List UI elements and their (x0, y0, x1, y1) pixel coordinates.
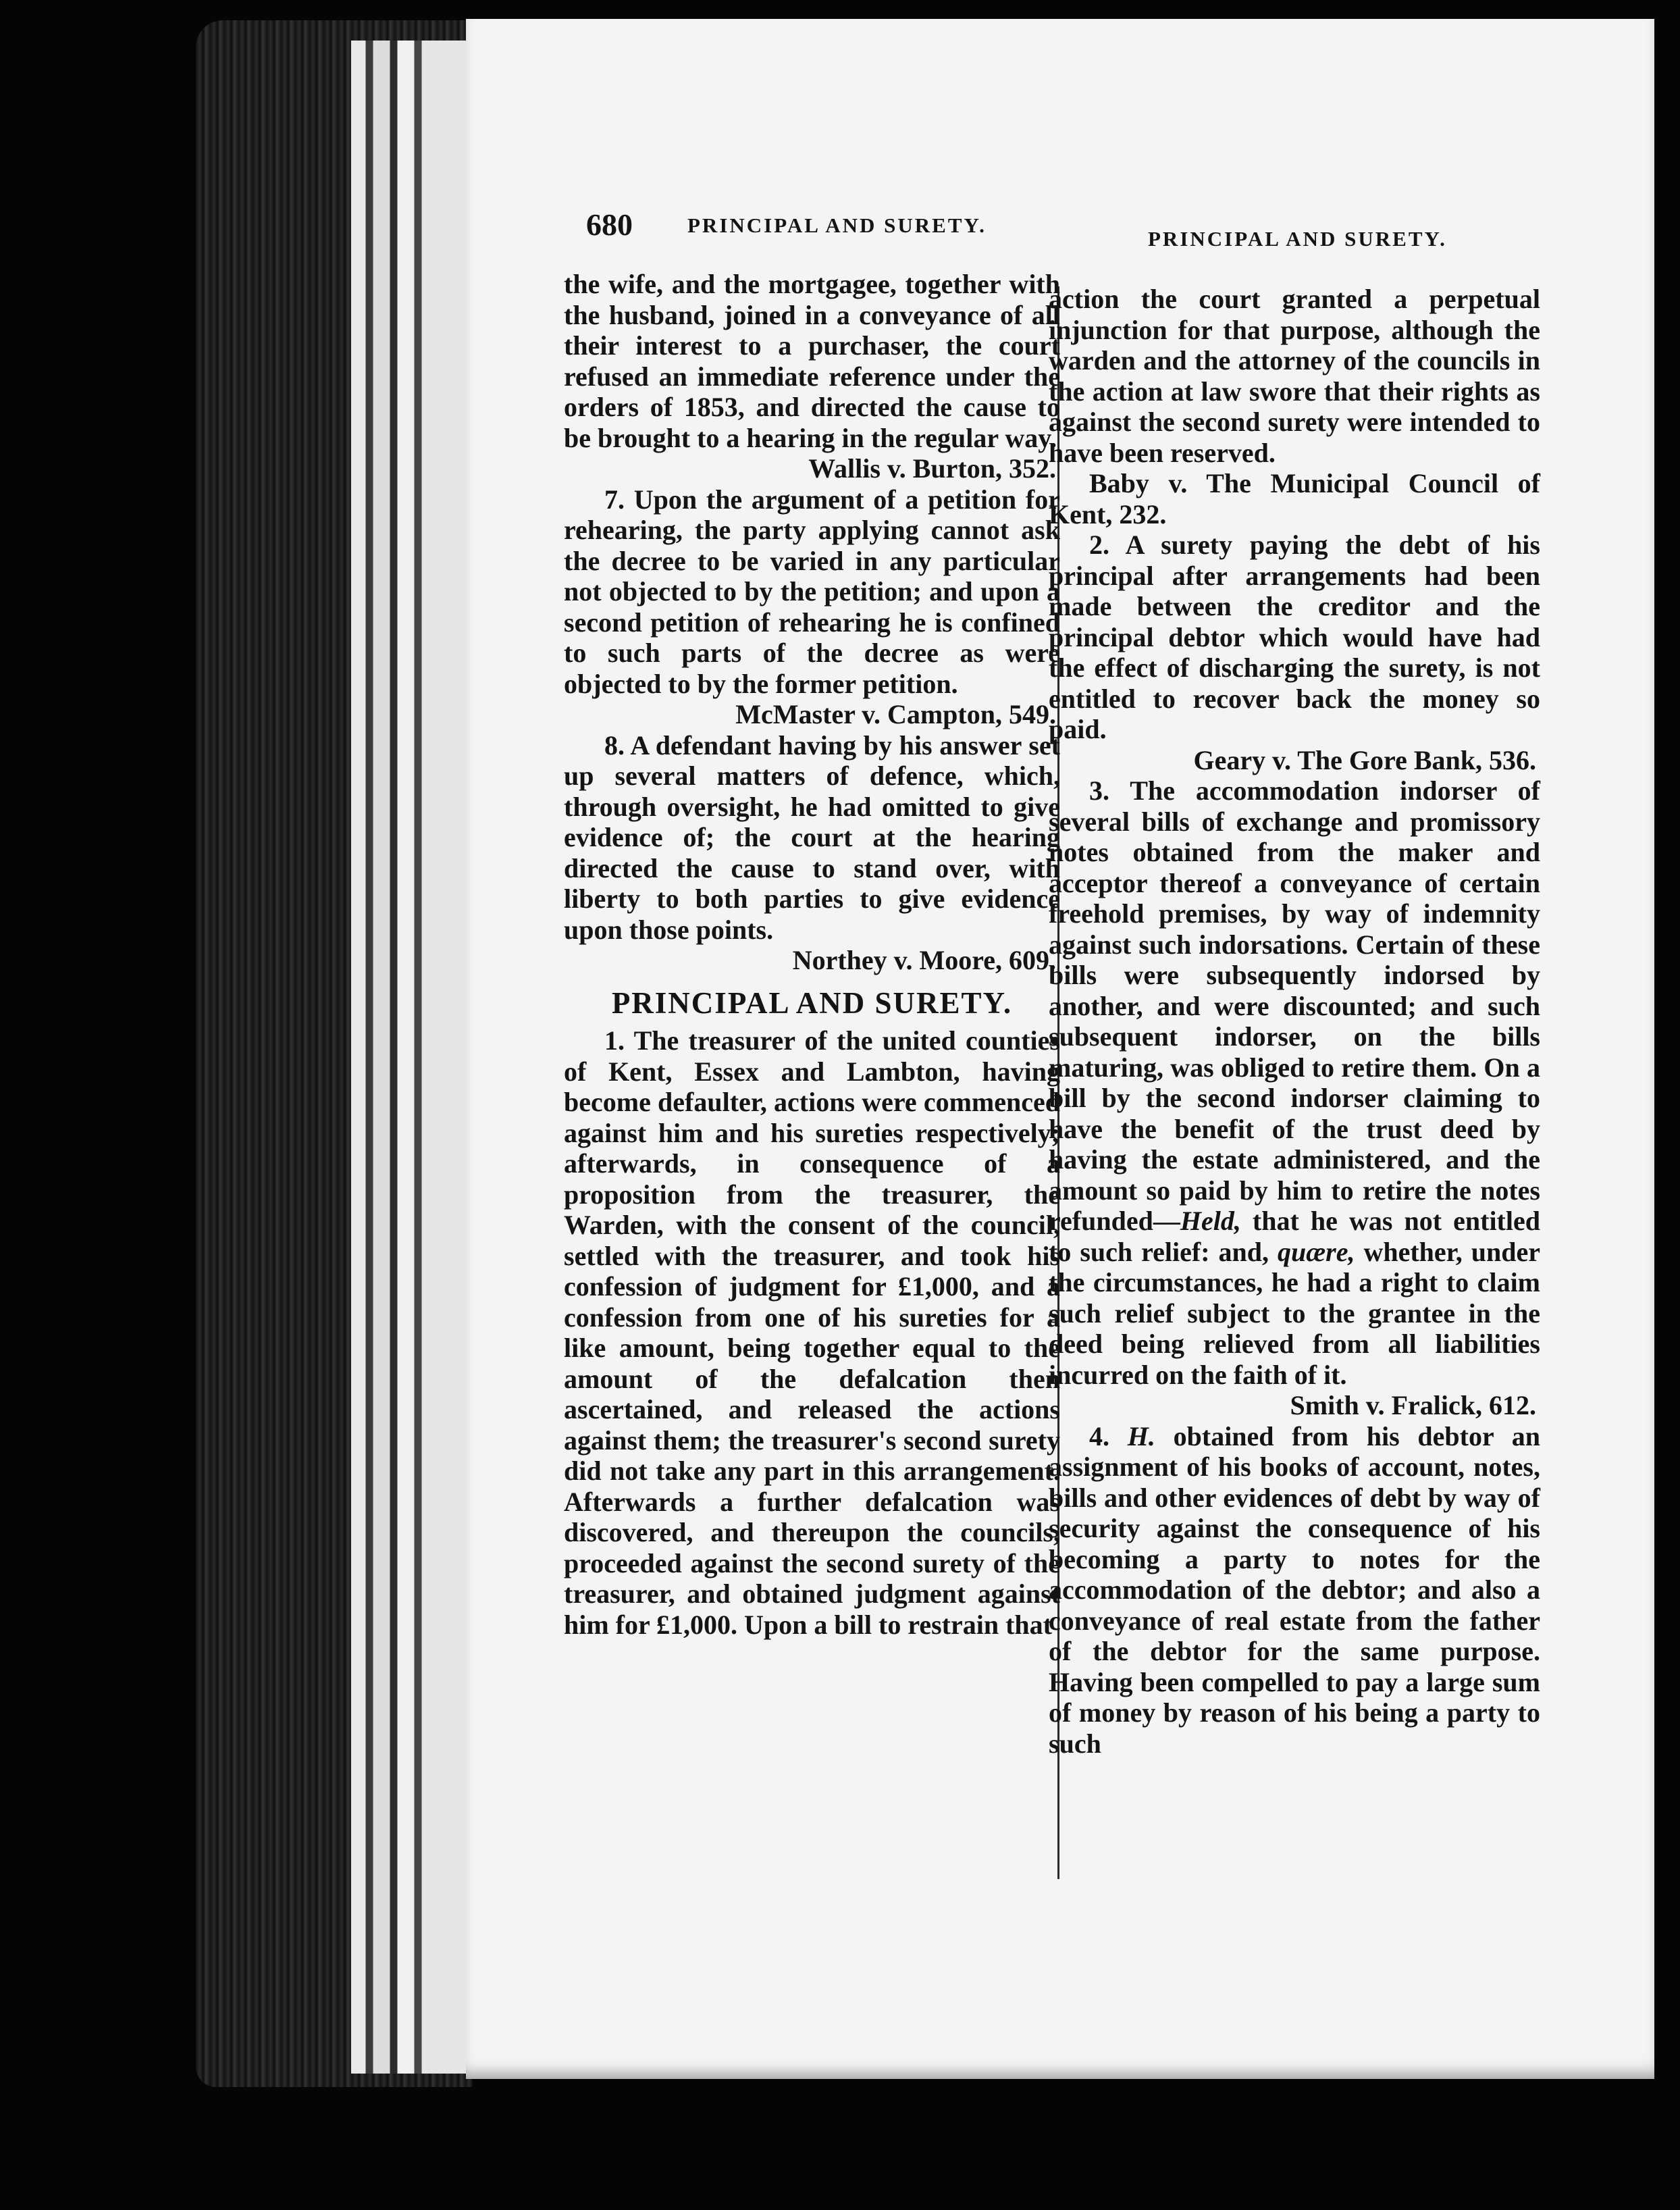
paragraph-7: 7. Upon the argument of a petition for rehearing, the party applying cannot ask the decree to be varied in any particular not objected to by the petition; and upon a second petition of rehearing he is confined to such parts of the decree as were objected to by the former petition. (564, 484, 1060, 699)
running-head-right: PRINCIPAL AND SURETY. (1148, 227, 1447, 251)
case-citation: Northey v. Moore, 609. (792, 945, 1056, 975)
case-citation: Smith v. Fralick, 612. (1290, 1390, 1536, 1420)
case-citation: Baby v. The Municipal Council of Kent, 232. (1049, 468, 1540, 530)
paragraph-3 (1049, 775, 1540, 1390)
right-column (1049, 284, 1540, 1759)
paragraph-2: 2. A surety paying the debt of his principal after arrangements had been made between the creditor and the principal debtor which would have had the effect of discharging the surety, is not entitled to recover back the money so paid. (1049, 530, 1540, 744)
case-citation: Geary v. The Gore Bank, 536. (1193, 744, 1536, 775)
section-heading: PRINCIPAL AND SURETY. (611, 985, 1013, 1020)
quaere-italic: quære, (1278, 1236, 1355, 1267)
paragraph-3-text-b: that he was not entitled to such relief: and, (1049, 1206, 1540, 1267)
case-citation: McMaster v. Campton, 549. (735, 699, 1056, 729)
case-citation: Wallis v. Burton, 352. (808, 453, 1056, 484)
page-number: 680 (586, 207, 633, 242)
left-column (564, 269, 1060, 1640)
held-italic: Held, (1180, 1206, 1241, 1236)
paragraph-3-text-a: 3. The accommodation indorser of several bills of exchange and promissory notes obtained from the maker and acceptor thereof a conveyance of certain freehold premises, by way of indemnity against such indorsations. Certain of these bills were subsequently indorsed by another, and were discounted; and such subsequent indorser, on the bills maturing, was obliged to retire them. On a bill by the second indorser claiming to have the benefit of the trust deed by having the estate administered, and the amount so paid by him to retire the notes refunded— (1049, 775, 1540, 1236)
paragraph-continued: the wife, and the mortgagee, together with the husband, joined in a conveyance of all their interest to a purchaser, the court refused an immediate reference under the orders of 1853, and directed the cause to be brought to a hearing in the regular way. (564, 269, 1060, 453)
running-head-left: PRINCIPAL AND SURETY. (687, 213, 987, 237)
paragraph-4-text: obtained from his debtor an assignment of his books of account, notes, bills and other evidences of debt by way of security against the consequence of his becoming a party to notes for the accommodation of the debtor; and also a conveyance of real estate from the father of the debtor for the same purpose. Having been compelled to pay a large sum of money by reason of his being a party to such (1049, 1420, 1540, 1759)
page-stack-edges (351, 41, 473, 2074)
h-italic: H. (1127, 1420, 1155, 1451)
paragraph-8: 8. A defendant having by his answer set up several matters of defence, which, through oversight, he had omitted to give evidence of; the court at the hearing directed the cause to stand over, with liberty to both parties to give evidence upon those points. (564, 729, 1060, 945)
paragraph-1: 1. The treasurer of the united counties of Kent, Essex and Lambton, having become defaulter, actions were commenced against him and his sureties respectively; afterwards, in consequence of a proposition from the treasurer, the Warden, with the consent of the council, settled with the treasurer, and took his confession of judgment for £1,000, and a confession from one of his sureties for a like amount, being together equal to the amount of the defalcation then ascertained, and released the actions against them; the treasurer's second surety did not take any part in this arrangement. Afterwards a further defalcation was discovered, and thereupon the councils, proceeded against the second surety of the treasurer, and obtained judgment against him for £1,000. Upon a bill to restrain that (564, 1025, 1060, 1640)
paragraph-4-number: 4. (1089, 1420, 1128, 1451)
page-header (586, 207, 1464, 251)
paragraph-continued: action the court granted a perpetual injunction for that purpose, although the warden and the attorney of the councils in the action at law swore that their rights as against the second surety were intended to have been reserved. (1049, 284, 1540, 468)
paragraph-4 (1049, 1421, 1540, 1759)
paragraph-3-text-c: whether, under the circumstances, he had a right to claim such relief subject to the grantee in the deed being relieved from all liabilities incurred on the faith of it. (1049, 1236, 1540, 1390)
